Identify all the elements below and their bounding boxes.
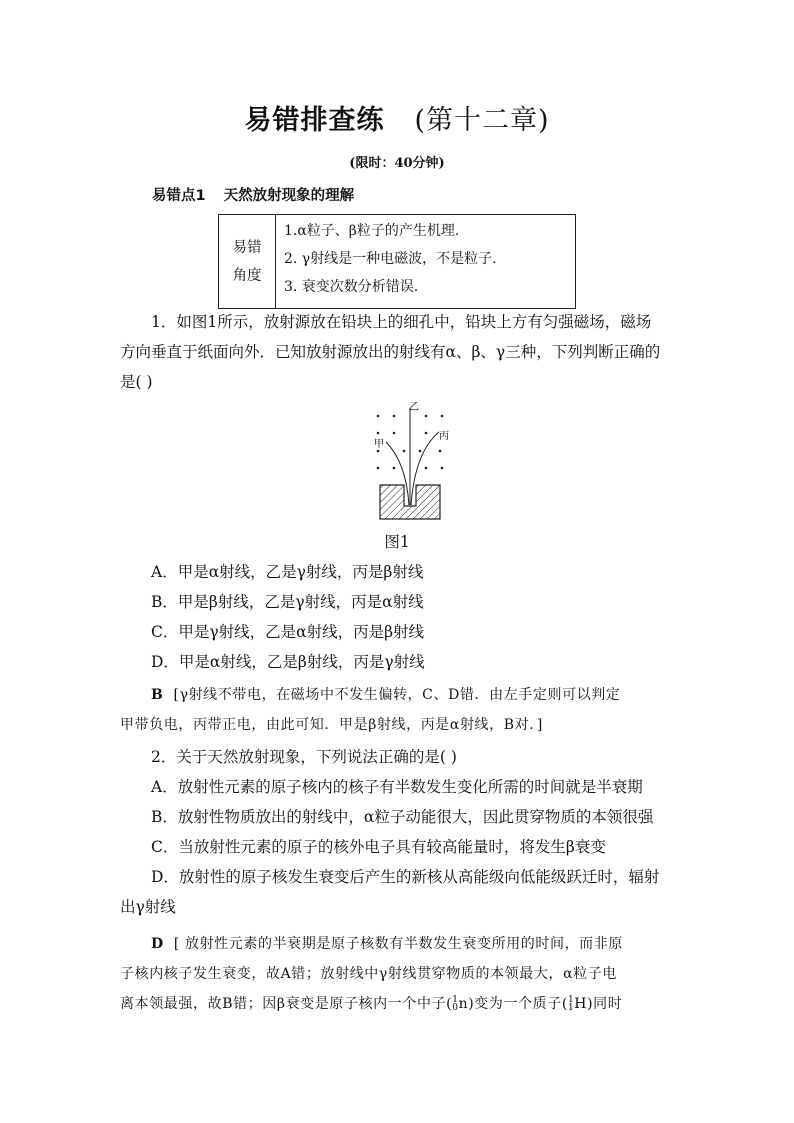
page-title (0, 98, 794, 137)
error-angle-points (276, 215, 576, 309)
answer-letter: B (151, 687, 164, 703)
error-point: 3. 衰变次数分析错误. (284, 279, 419, 295)
neutron-symbol: n (458, 996, 469, 1012)
title-main: 易错排查练 (244, 105, 385, 136)
figure-1-radiation-diagram (360, 402, 460, 522)
question-2-answer: D [ 放射性元素的半衰期是原子核数有半数发生衰变所用的时间，而非原 子核内核子发生衰变，故A错；放射线中γ射线贯穿物质的本领最大，α粒子电 离本领最强，故B错；因β衰变是原子核内一个中子( 1 0 n)变为一个质子( 1 1 H)同时 (120, 936, 623, 1013)
error-point: 1.α粒子、β粒子的产生机理. (284, 223, 460, 239)
section-label: 易错点1 (152, 188, 206, 204)
option-c: C．当放射性元素的原子的核外电子具有较高能量时，将发生β衰变 (151, 838, 606, 856)
section-name: 天然放射现象的理解 (223, 188, 355, 204)
question-1-stem: 1．如图1所示，放射源放在铅块上的细孔中，铅块上方有匀强磁场，磁场 方向垂直于纸面向外．已知放射源放出的射线有α、β、γ三种，下列判断正确的 是( ) (120, 313, 661, 391)
label-yi: 乙 (409, 402, 419, 413)
question-2 (120, 742, 675, 922)
proton-nuclide-indices: 1 1 (567, 995, 575, 1013)
label-bing: 丙 (439, 431, 449, 442)
option-d-continued: 出γ射线 (120, 898, 176, 916)
option-d: D．甲是α射线，乙是β射线，丙是γ射线 (151, 653, 425, 671)
option-d: D．放射性的原子核发生衰变后产生的新核从高能级向低能级跃迁时，辐射 (151, 868, 660, 886)
option-a: A．甲是α射线，乙是γ射线，丙是β射线 (151, 563, 424, 581)
option-b: B．放射性物质放出的射线中，α粒子动能很大，因此贯穿物质的本领很强 (151, 808, 654, 826)
error-angle-table (218, 214, 576, 309)
question-1-answer: B [γ射线不带电，在磁场中不发生偏转，C、D错．由左手定则可以判定 甲带负电，丙带正电，由此可知．甲是β射线，丙是α射线，B对．] (120, 687, 621, 733)
proton-symbol: H (574, 996, 588, 1012)
option-b: B．甲是β射线，乙是γ射线，丙是α射线 (151, 593, 424, 611)
time-limit: (限时：40分钟) (349, 156, 445, 171)
title-chapter: (第十二章) (414, 105, 550, 136)
error-angle-label: 易错 角度 (219, 215, 276, 309)
question-2-stem: 2．关于天然放射现象，下列说法正确的是( ) (151, 748, 457, 766)
option-c: C．甲是γ射线，乙是α射线，丙是β射线 (151, 623, 425, 641)
figure-1-caption: 图1 (384, 533, 410, 551)
neutron-nuclide-indices: 1 0 (452, 995, 459, 1013)
answer-letter: D (151, 936, 164, 952)
label-jia: 甲 (374, 439, 384, 450)
section-heading (152, 184, 354, 205)
error-point: 2. γ射线是一种电磁波，不是粒子. (284, 251, 497, 267)
question-1-options (120, 557, 675, 677)
option-a: A．放射性元素的原子核内的核子有半数发生变化所需的时间就是半衰期 (151, 778, 643, 796)
